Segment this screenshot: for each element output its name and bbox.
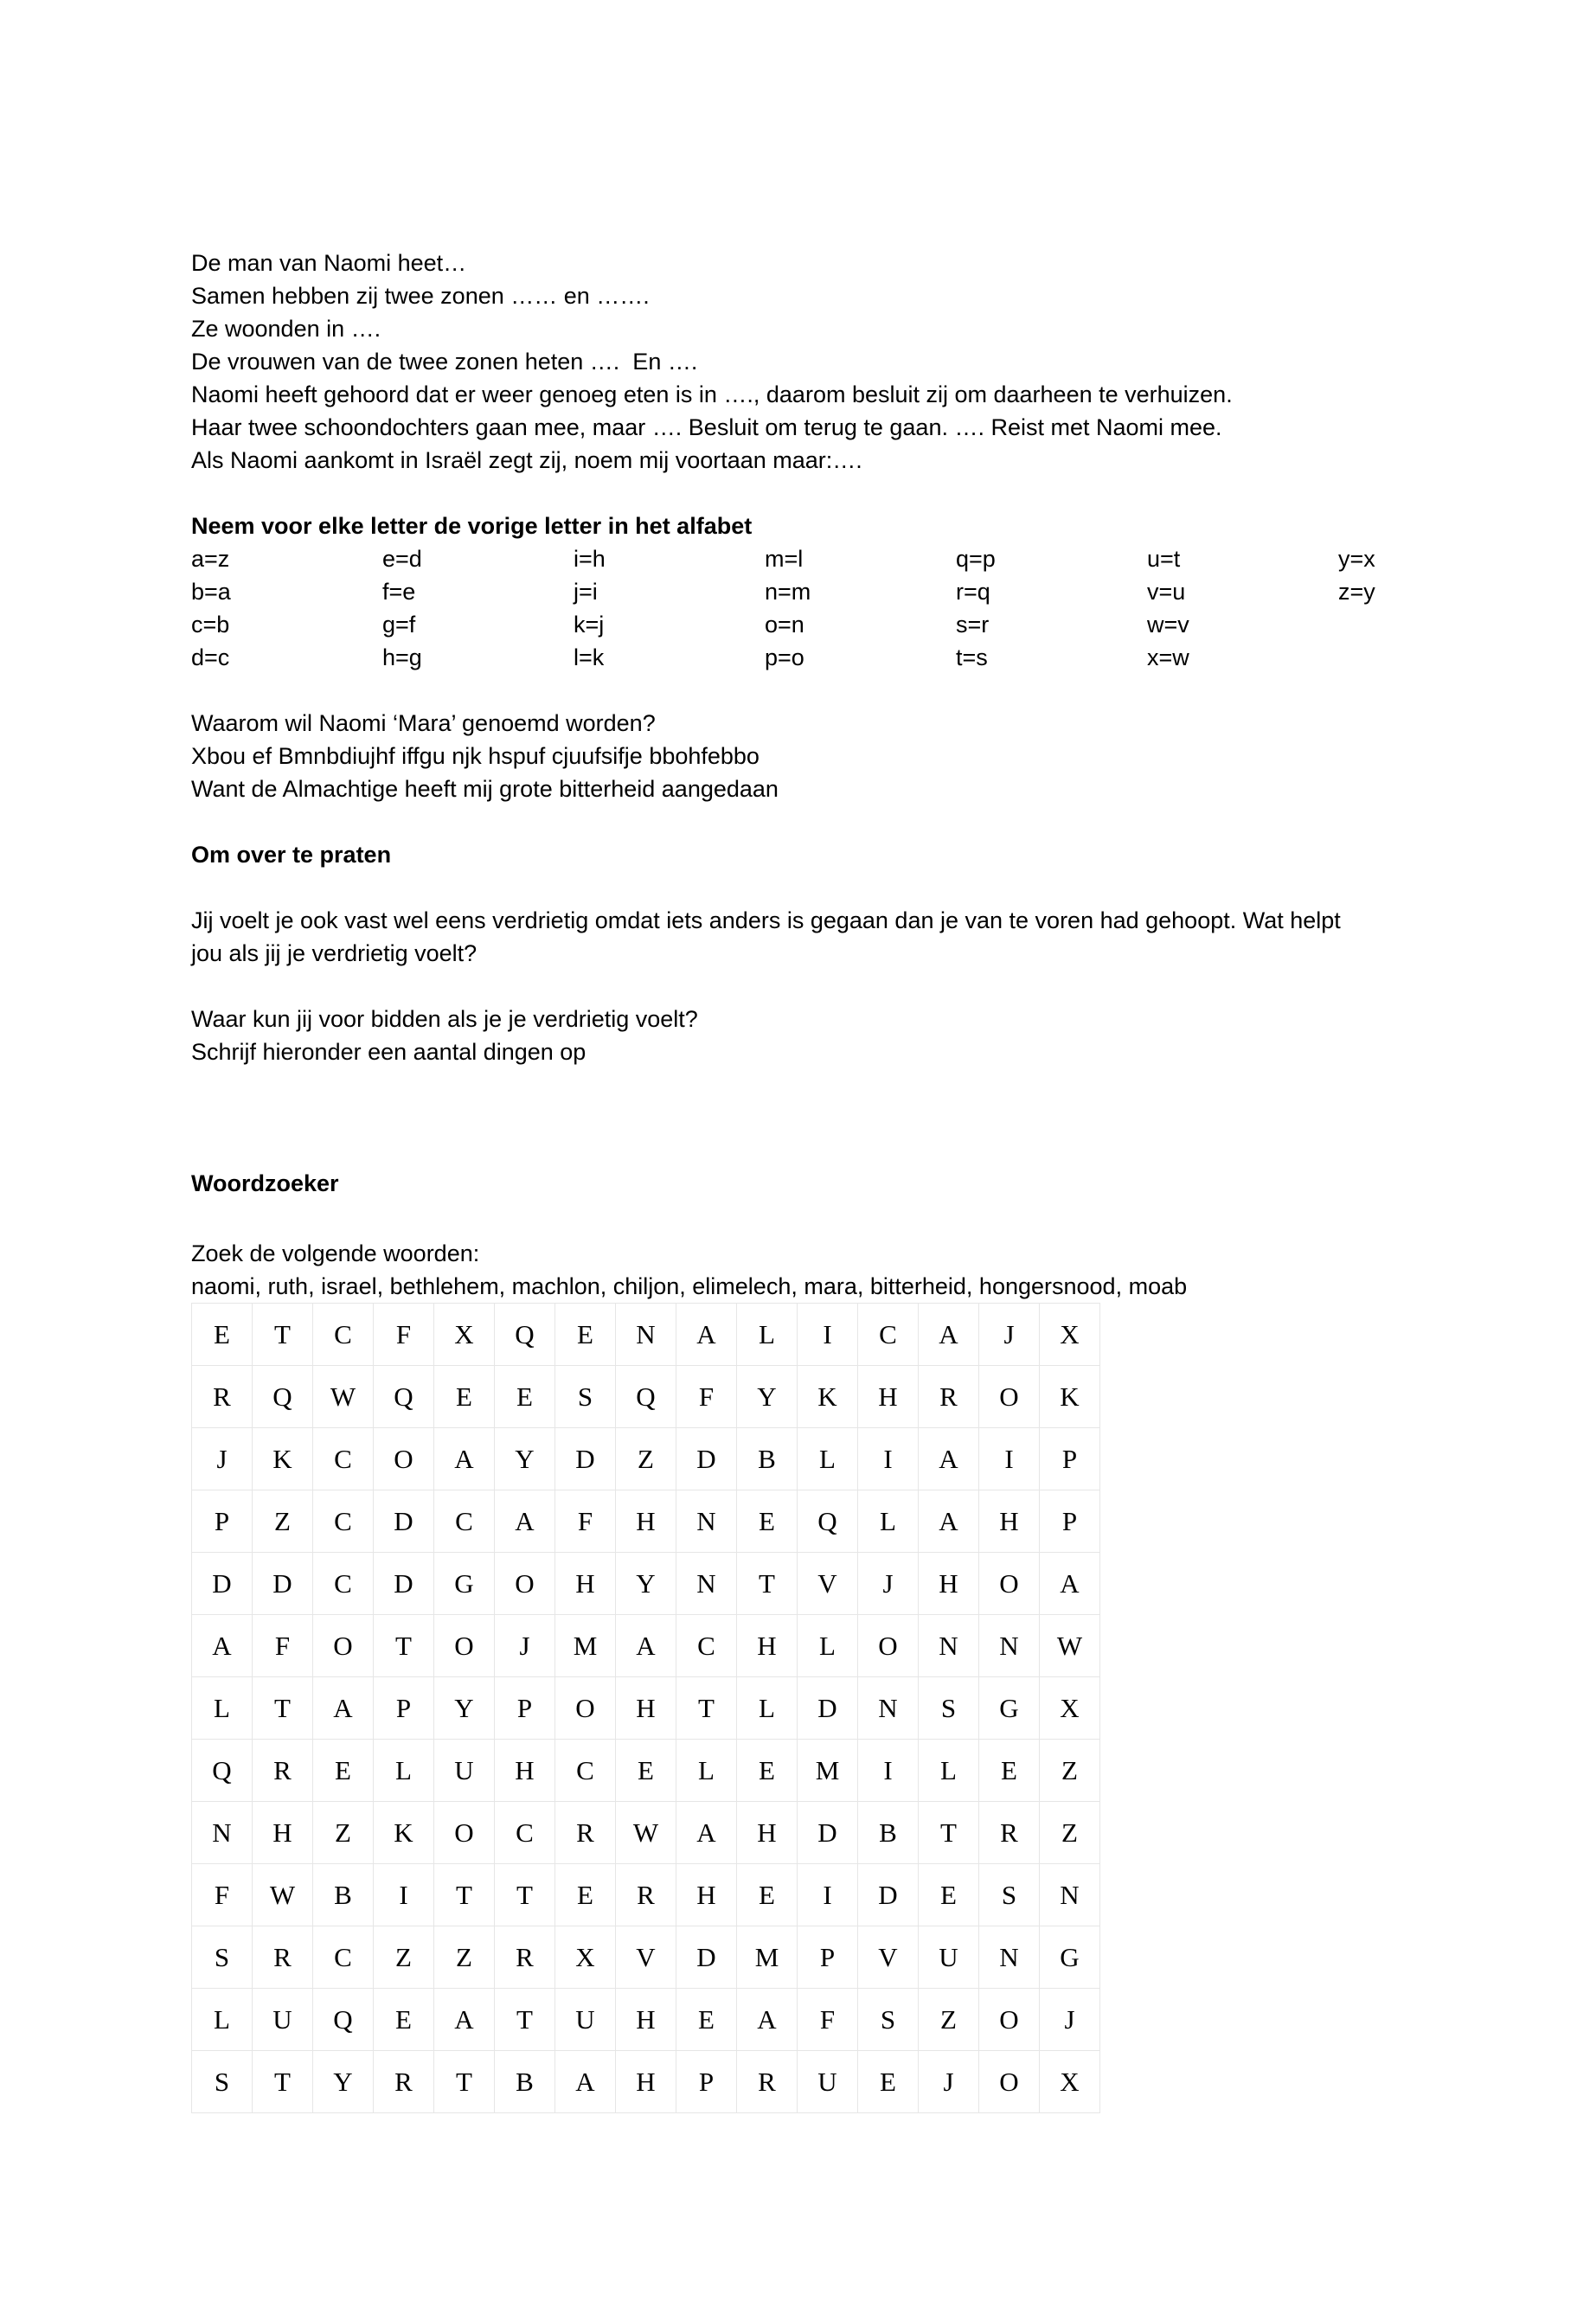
grid-letter: N xyxy=(192,1802,253,1864)
grid-letter: R xyxy=(616,1864,676,1926)
grid-letter: H xyxy=(495,1740,555,1802)
cipher-cell: j=i xyxy=(574,579,598,605)
grid-letter: N xyxy=(858,1677,919,1740)
grid-letter: U xyxy=(434,1740,495,1802)
grid-row xyxy=(192,1490,1100,1553)
grid-letter: P xyxy=(1040,1490,1100,1553)
grid-letter: U xyxy=(555,1989,616,2051)
grid-letter: O xyxy=(979,1553,1040,1615)
cipher-cell: c=b xyxy=(191,612,230,638)
grid-letter: F xyxy=(676,1366,737,1428)
question-section xyxy=(191,707,1420,805)
wordsearch-heading: Woordzoeker xyxy=(191,1170,339,1196)
grid-letter: O xyxy=(313,1615,374,1677)
grid-letter: M xyxy=(737,1926,798,1989)
grid-letter: F xyxy=(555,1490,616,1553)
grid-letter: E xyxy=(858,2051,919,2113)
grid-letter: W xyxy=(616,1802,676,1864)
grid-letter: A xyxy=(1040,1553,1100,1615)
grid-letter: Y xyxy=(737,1366,798,1428)
grid-row xyxy=(192,1615,1100,1677)
discuss-paragraph: Jij voelt je ook vast wel eens verdrietig omdat iets anders is gegaan dan je van te voren had gehoopt. Wat helpt xyxy=(191,907,1341,933)
discuss-paragraph: Waar kun jij voor bidden als je je verdrietig voelt? xyxy=(191,1006,698,1032)
grid-letter: T xyxy=(253,2051,313,2113)
grid-letter: Z xyxy=(253,1490,313,1553)
grid-letter: G xyxy=(979,1677,1040,1740)
grid-letter: A xyxy=(192,1615,253,1677)
grid-letter: Y xyxy=(616,1553,676,1615)
grid-letter: F xyxy=(374,1304,434,1366)
grid-letter: X xyxy=(1040,1677,1100,1740)
grid-letter: L xyxy=(798,1615,858,1677)
grid-letter: E xyxy=(495,1366,555,1428)
question-text: Waarom wil Naomi ‘Mara’ genoemd worden? xyxy=(191,710,656,736)
grid-letter: L xyxy=(192,1677,253,1740)
grid-letter: T xyxy=(253,1677,313,1740)
grid-letter: R xyxy=(555,1802,616,1864)
grid-letter: Z xyxy=(374,1926,434,1989)
grid-letter: C xyxy=(495,1802,555,1864)
grid-letter: F xyxy=(253,1615,313,1677)
grid-letter: S xyxy=(919,1677,979,1740)
grid-letter: L xyxy=(798,1428,858,1490)
grid-letter: I xyxy=(798,1304,858,1366)
grid-letter: K xyxy=(1040,1366,1100,1428)
grid-letter: L xyxy=(919,1740,979,1802)
grid-letter: H xyxy=(616,2051,676,2113)
grid-letter: M xyxy=(555,1615,616,1677)
story-line: Haar twee schoondochters gaan mee, maar …. Besluit om terug te gaan. …. Reist met Naomi mee. xyxy=(191,414,1222,440)
cipher-cell: b=a xyxy=(191,579,231,605)
grid-letter: M xyxy=(798,1740,858,1802)
cipher-cell: r=q xyxy=(956,579,990,605)
grid-letter: S xyxy=(858,1989,919,2051)
grid-letter: O xyxy=(434,1615,495,1677)
grid-letter: P xyxy=(192,1490,253,1553)
grid-letter: T xyxy=(495,1989,555,2051)
grid-letter: P xyxy=(676,2051,737,2113)
grid-letter: J xyxy=(1040,1989,1100,2051)
grid-letter: U xyxy=(919,1926,979,1989)
grid-letter: L xyxy=(737,1304,798,1366)
grid-letter: T xyxy=(919,1802,979,1864)
cipher-cell: t=s xyxy=(956,644,988,670)
grid-letter: E xyxy=(676,1989,737,2051)
cipher-table xyxy=(191,542,1420,674)
grid-letter: T xyxy=(676,1677,737,1740)
grid-letter: C xyxy=(313,1490,374,1553)
grid-letter: O xyxy=(495,1553,555,1615)
grid-letter: E xyxy=(555,1864,616,1926)
cipher-cell: y=x xyxy=(1338,546,1375,572)
grid-letter: N xyxy=(979,1926,1040,1989)
grid-row xyxy=(192,1989,1100,2051)
grid-letter: H xyxy=(555,1553,616,1615)
grid-row xyxy=(192,1677,1100,1740)
wordsearch-section xyxy=(191,1167,1420,2113)
story-line: Samen hebben zij twee zonen …… en ……. xyxy=(191,283,650,309)
grid-letter: Q xyxy=(798,1490,858,1553)
wordsearch-words: naomi, ruth, israel, bethlehem, machlon, chiljon, elimelech, mara, bitterheid, hongersnood, moab xyxy=(191,1273,1188,1299)
cipher-cell: o=n xyxy=(765,612,804,638)
grid-letter: E xyxy=(192,1304,253,1366)
grid-letter: D xyxy=(798,1677,858,1740)
grid-letter: C xyxy=(858,1304,919,1366)
grid-letter: J xyxy=(979,1304,1040,1366)
grid-letter: J xyxy=(919,2051,979,2113)
grid-letter: E xyxy=(979,1740,1040,1802)
grid-letter: R xyxy=(192,1366,253,1428)
grid-letter: D xyxy=(798,1802,858,1864)
grid-row xyxy=(192,1553,1100,1615)
grid-letter: A xyxy=(737,1989,798,2051)
story-line: De man van Naomi heet… xyxy=(191,250,467,276)
grid-letter: J xyxy=(858,1553,919,1615)
cipher-cell: n=m xyxy=(765,579,811,605)
grid-letter: S xyxy=(192,2051,253,2113)
grid-letter: N xyxy=(979,1615,1040,1677)
grid-letter: V xyxy=(616,1926,676,1989)
grid-letter: L xyxy=(737,1677,798,1740)
grid-letter: Q xyxy=(616,1366,676,1428)
cipher-cell: h=g xyxy=(382,644,422,670)
grid-letter: P xyxy=(1040,1428,1100,1490)
cipher-cell: u=t xyxy=(1147,546,1181,572)
grid-letter: S xyxy=(979,1864,1040,1926)
grid-letter: R xyxy=(737,2051,798,2113)
grid-letter: A xyxy=(555,2051,616,2113)
grid-letter: W xyxy=(253,1864,313,1926)
grid-letter: X xyxy=(434,1304,495,1366)
discuss-section xyxy=(191,838,1420,1068)
grid-letter: D xyxy=(374,1553,434,1615)
grid-letter: A xyxy=(616,1615,676,1677)
cipher-cell: w=v xyxy=(1147,612,1189,638)
grid-letter: R xyxy=(979,1802,1040,1864)
grid-letter: O xyxy=(374,1428,434,1490)
grid-letter: E xyxy=(919,1864,979,1926)
grid-letter: O xyxy=(979,1366,1040,1428)
grid-letter: Y xyxy=(495,1428,555,1490)
grid-letter: L xyxy=(676,1740,737,1802)
grid-letter: Z xyxy=(616,1428,676,1490)
cipher-cell: v=u xyxy=(1147,579,1186,605)
grid-letter: C xyxy=(313,1553,374,1615)
grid-letter: A xyxy=(919,1490,979,1553)
grid-letter: H xyxy=(616,1989,676,2051)
worksheet-page xyxy=(191,247,1420,2113)
grid-letter: S xyxy=(555,1366,616,1428)
grid-letter: T xyxy=(434,1864,495,1926)
wordsearch-instruction: Zoek de volgende woorden: xyxy=(191,1240,480,1266)
grid-letter: E xyxy=(616,1740,676,1802)
grid-letter: H xyxy=(979,1490,1040,1553)
grid-letter: C xyxy=(313,1304,374,1366)
grid-letter: E xyxy=(737,1740,798,1802)
grid-letter: K xyxy=(798,1366,858,1428)
cipher-cell: a=z xyxy=(191,546,230,572)
cipher-cell: e=d xyxy=(382,546,422,572)
encoded-text: Xbou ef Bmnbdiujhf iffgu njk hspuf cjuufsifje bbohfebbo xyxy=(191,743,760,769)
grid-letter: T xyxy=(434,2051,495,2113)
grid-letter: R xyxy=(253,1926,313,1989)
grid-letter: R xyxy=(495,1926,555,1989)
grid-row xyxy=(192,1740,1100,1802)
grid-letter: E xyxy=(313,1740,374,1802)
grid-letter: H xyxy=(676,1864,737,1926)
grid-letter: D xyxy=(555,1428,616,1490)
discuss-paragraph: jou als jij je verdrietig voelt? xyxy=(191,940,478,966)
grid-letter: D xyxy=(192,1553,253,1615)
grid-letter: L xyxy=(858,1490,919,1553)
grid-letter: C xyxy=(434,1490,495,1553)
cipher-cell: p=o xyxy=(765,644,804,670)
grid-letter: Z xyxy=(434,1926,495,1989)
cipher-heading: Neem voor elke letter de vorige letter in het alfabet xyxy=(191,513,753,539)
grid-row xyxy=(192,1864,1100,1926)
cipher-section xyxy=(191,510,1420,674)
grid-letter: O xyxy=(555,1677,616,1740)
grid-letter: A xyxy=(434,1428,495,1490)
grid-letter: P xyxy=(798,1926,858,1989)
grid-letter: P xyxy=(374,1677,434,1740)
grid-letter: E xyxy=(555,1304,616,1366)
grid-row xyxy=(192,1366,1100,1428)
discuss-paragraph: Schrijf hieronder een aantal dingen op xyxy=(191,1039,586,1065)
discuss-heading: Om over te praten xyxy=(191,842,392,868)
grid-letter: H xyxy=(737,1615,798,1677)
grid-letter: N xyxy=(919,1615,979,1677)
grid-letter: I xyxy=(798,1864,858,1926)
grid-letter: G xyxy=(1040,1926,1100,1989)
grid-letter: U xyxy=(798,2051,858,2113)
cipher-cell xyxy=(1338,608,1529,641)
cipher-cell: f=e xyxy=(382,579,416,605)
grid-letter: R xyxy=(253,1740,313,1802)
grid-letter: A xyxy=(919,1428,979,1490)
grid-letter: F xyxy=(798,1989,858,2051)
grid-letter: Z xyxy=(313,1802,374,1864)
grid-letter: Q xyxy=(313,1989,374,2051)
grid-letter: X xyxy=(1040,1304,1100,1366)
grid-letter: T xyxy=(374,1615,434,1677)
grid-letter: D xyxy=(676,1926,737,1989)
grid-row xyxy=(192,1428,1100,1490)
grid-row xyxy=(192,2051,1100,2113)
grid-letter: P xyxy=(495,1677,555,1740)
grid-letter: A xyxy=(495,1490,555,1553)
grid-letter: K xyxy=(253,1428,313,1490)
grid-letter: H xyxy=(737,1802,798,1864)
cipher-cell: q=p xyxy=(956,546,996,572)
grid-letter: L xyxy=(192,1989,253,2051)
grid-letter: L xyxy=(374,1740,434,1802)
grid-letter: X xyxy=(1040,2051,1100,2113)
grid-letter: N xyxy=(676,1553,737,1615)
grid-letter: H xyxy=(616,1677,676,1740)
grid-letter: O xyxy=(979,2051,1040,2113)
grid-letter: O xyxy=(979,1989,1040,2051)
story-section xyxy=(191,247,1420,477)
grid-letter: H xyxy=(919,1553,979,1615)
grid-letter: Q xyxy=(253,1366,313,1428)
grid-letter: B xyxy=(313,1864,374,1926)
grid-letter: N xyxy=(676,1490,737,1553)
grid-letter: D xyxy=(676,1428,737,1490)
cipher-cell: l=k xyxy=(574,644,605,670)
grid-letter: Q xyxy=(192,1740,253,1802)
grid-letter: A xyxy=(919,1304,979,1366)
grid-letter: T xyxy=(253,1304,313,1366)
grid-letter: A xyxy=(676,1802,737,1864)
grid-letter: I xyxy=(858,1428,919,1490)
story-line: Als Naomi aankomt in Israël zegt zij, noem mij voortaan maar:…. xyxy=(191,447,862,473)
grid-letter: W xyxy=(1040,1615,1100,1677)
grid-letter: C xyxy=(313,1926,374,1989)
answer-text: Want de Almachtige heeft mij grote bitterheid aangedaan xyxy=(191,776,779,802)
grid-letter: F xyxy=(192,1864,253,1926)
grid-letter: I xyxy=(858,1740,919,1802)
cipher-cell: m=l xyxy=(765,546,804,572)
grid-letter: D xyxy=(858,1864,919,1926)
grid-letter: W xyxy=(313,1366,374,1428)
grid-letter: V xyxy=(798,1553,858,1615)
grid-letter: S xyxy=(192,1926,253,1989)
cipher-cell: k=j xyxy=(574,612,605,638)
grid-letter: Z xyxy=(1040,1740,1100,1802)
grid-letter: D xyxy=(374,1490,434,1553)
grid-letter: C xyxy=(676,1615,737,1677)
grid-letter: R xyxy=(919,1366,979,1428)
story-line: Ze woonden in …. xyxy=(191,316,381,342)
grid-letter: E xyxy=(737,1864,798,1926)
grid-letter: B xyxy=(737,1428,798,1490)
story-line: Naomi heeft gehoord dat er weer genoeg eten is in …., daarom besluit zij om daarheen te verhuizen. xyxy=(191,381,1233,407)
grid-letter: U xyxy=(253,1989,313,2051)
grid-letter: H xyxy=(616,1490,676,1553)
grid-letter: H xyxy=(858,1366,919,1428)
cipher-cell: x=w xyxy=(1147,644,1189,670)
grid-letter: K xyxy=(374,1802,434,1864)
grid-letter: Z xyxy=(1040,1802,1100,1864)
grid-row xyxy=(192,1304,1100,1366)
wordsearch-grid xyxy=(191,1303,1100,2113)
grid-letter: I xyxy=(374,1864,434,1926)
grid-letter: R xyxy=(374,2051,434,2113)
grid-letter: J xyxy=(495,1615,555,1677)
cipher-cell: z=y xyxy=(1338,579,1375,605)
grid-letter: O xyxy=(858,1615,919,1677)
grid-letter: G xyxy=(434,1553,495,1615)
grid-letter: B xyxy=(858,1802,919,1864)
grid-letter: D xyxy=(253,1553,313,1615)
story-line: De vrouwen van de twee zonen heten …. En …. xyxy=(191,349,698,375)
grid-letter: V xyxy=(858,1926,919,1989)
grid-letter: Q xyxy=(374,1366,434,1428)
grid-letter: T xyxy=(495,1864,555,1926)
grid-letter: J xyxy=(192,1428,253,1490)
grid-letter: T xyxy=(737,1553,798,1615)
cipher-cell: d=c xyxy=(191,644,230,670)
grid-letter: H xyxy=(253,1802,313,1864)
grid-letter: E xyxy=(434,1366,495,1428)
grid-letter: C xyxy=(313,1428,374,1490)
cipher-cell: i=h xyxy=(574,546,606,572)
grid-letter: A xyxy=(434,1989,495,2051)
grid-letter: E xyxy=(737,1490,798,1553)
grid-row xyxy=(192,1926,1100,1989)
grid-letter: Q xyxy=(495,1304,555,1366)
grid-letter: C xyxy=(555,1740,616,1802)
grid-letter: N xyxy=(1040,1864,1100,1926)
grid-letter: B xyxy=(495,2051,555,2113)
grid-letter: X xyxy=(555,1926,616,1989)
grid-letter: O xyxy=(434,1802,495,1864)
grid-letter: I xyxy=(979,1428,1040,1490)
grid-letter: E xyxy=(374,1989,434,2051)
grid-letter: N xyxy=(616,1304,676,1366)
grid-letter: Y xyxy=(434,1677,495,1740)
grid-row xyxy=(192,1802,1100,1864)
grid-letter: A xyxy=(313,1677,374,1740)
grid-letter: Z xyxy=(919,1989,979,2051)
cipher-cell: g=f xyxy=(382,612,416,638)
cipher-cell: s=r xyxy=(956,612,990,638)
grid-letter: A xyxy=(676,1304,737,1366)
cipher-cell xyxy=(1338,641,1529,674)
grid-letter: Y xyxy=(313,2051,374,2113)
